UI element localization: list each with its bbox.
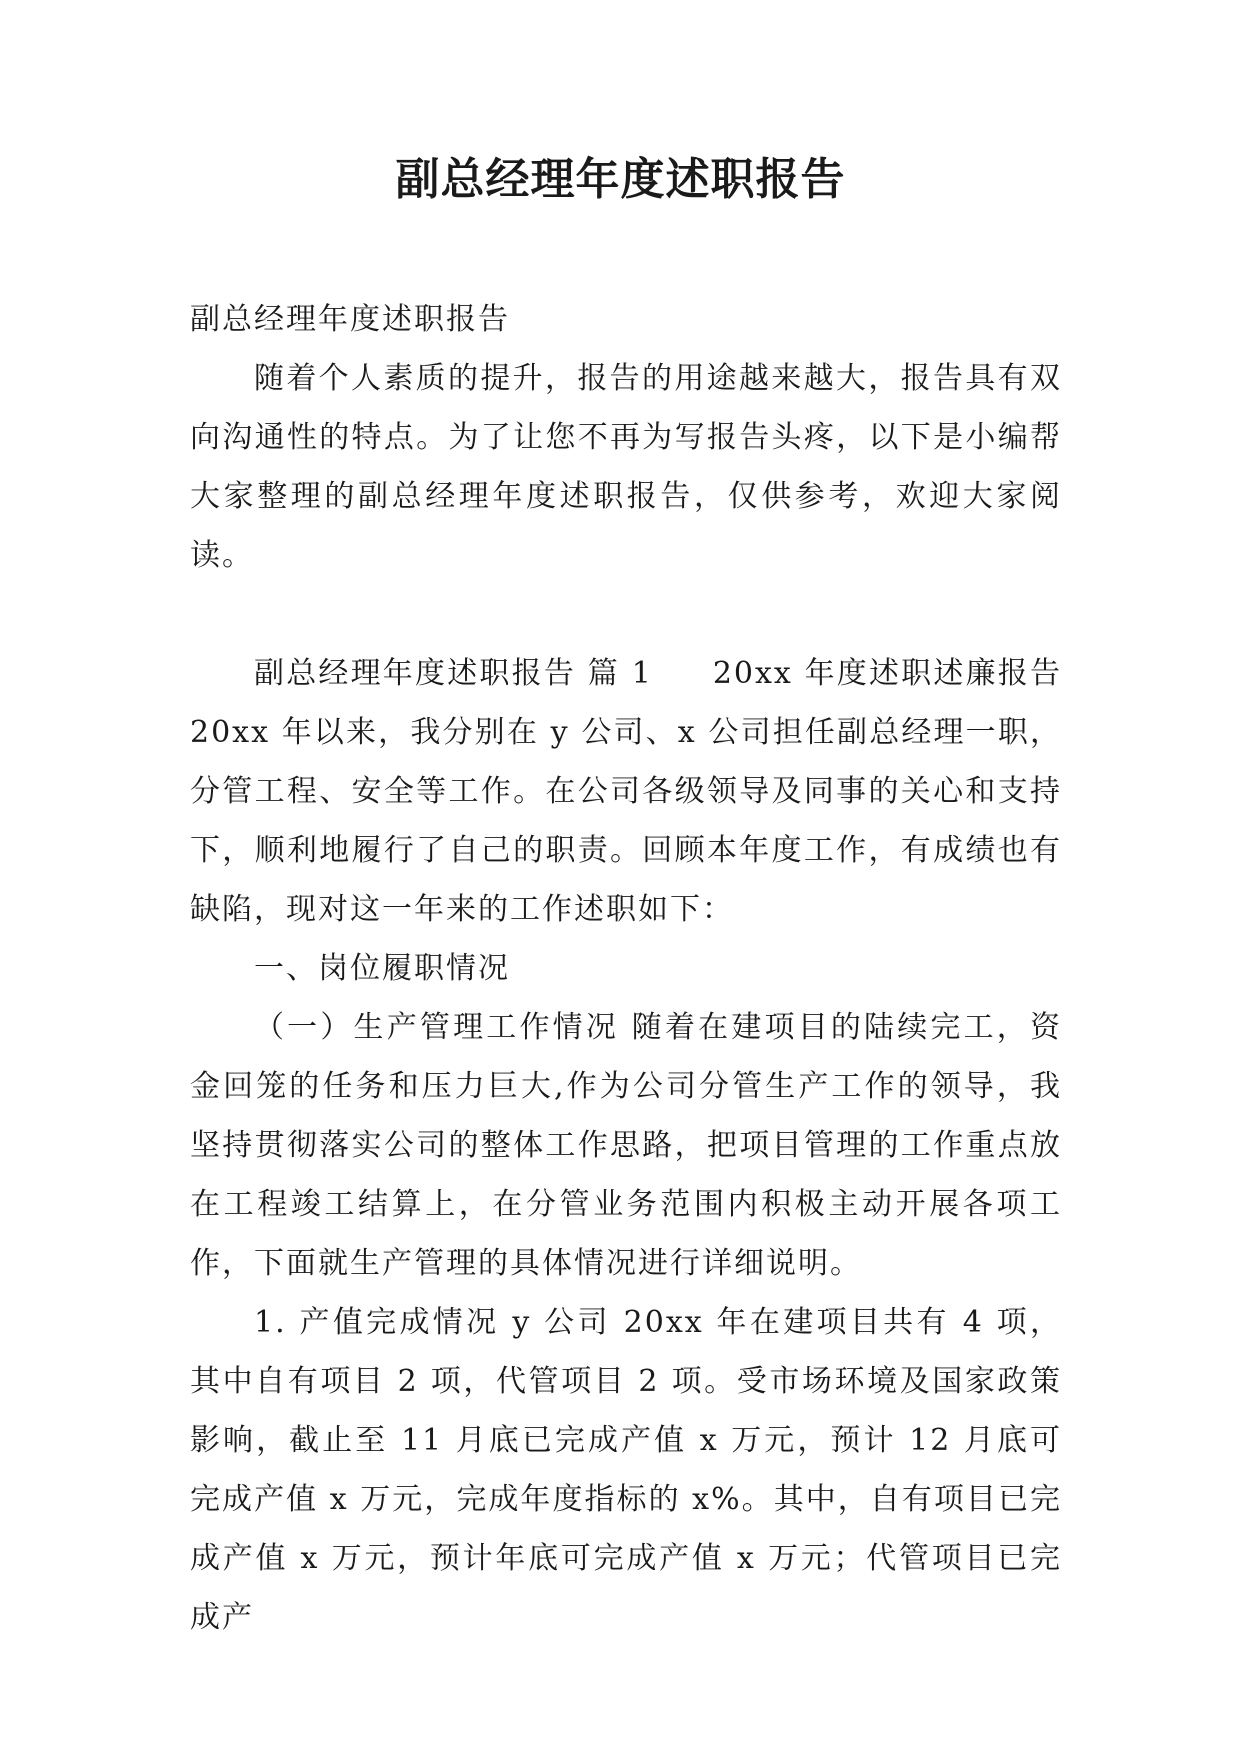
paragraph-gap	[190, 585, 1062, 644]
heading-job-duties: 一、岗位履职情况	[254, 951, 510, 986]
document-subtitle: 副总经理年度述职报告	[190, 302, 510, 337]
production-paragraph: （一）生产管理工作情况 随着在建项目的陆续完工，资金回笼的任务和压力巨大,作为公司分管生产工作的领导，我坚持贯彻落实公司的整体工作思路，把项目管理的工作重点放在工程竣工结算上，在分管业务范围内积极主动开展各项工作，下面就生产管理的具体情况进行详细说明。	[190, 1010, 1062, 1281]
document-body	[190, 290, 1062, 1647]
section-paragraph	[190, 644, 1062, 939]
document-title: 副总经理年度述职报告	[395, 154, 846, 205]
section-text: 20xx 年度述职述廉报告 20xx 年以来，我分别在 y 公司、x 公司担任副总经理一职，分管工程、安全等工作。在公司各级领导及同事的关心和支持下，顺利地履行了自己的职责。回顾本年度工作，有成绩也有缺陷，现对这一年来的工作述职如下：	[190, 656, 1062, 927]
output-paragraph: 1. 产值完成情况 y 公司 20xx 年在建项目共有 4 项，其中自有项目 2 项，代管项目 2 项。受市场环境及国家政策影响，截止至 11 月底已完成产值 x 万元，预计 12 月底可完成产值 x 万元，完成年度指标的 x%。其中，自有项目已完成产值 x 万元，预计年底可完成产值 x 万元；代管项目已完成产	[190, 1305, 1062, 1635]
section-label: 副总经理年度述职报告 篇 1	[254, 656, 653, 691]
intro-paragraph: 随着个人素质的提升，报告的用途越来越大，报告具有双向沟通性的特点。为了让您不再为写报告头疼，以下是小编帮大家整理的副总经理年度述职报告，仅供参考，欢迎大家阅读。	[190, 361, 1062, 573]
